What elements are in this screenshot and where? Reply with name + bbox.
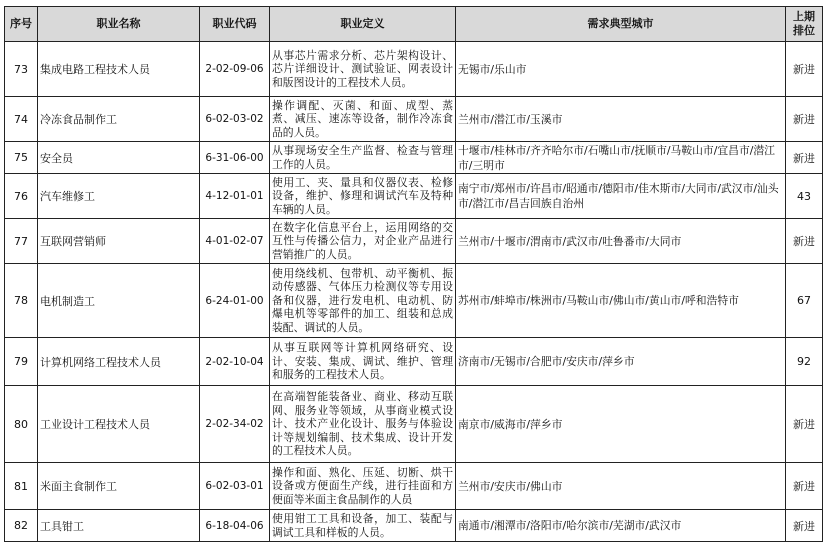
cell-no: 76 — [5, 174, 38, 219]
cell-no: 75 — [5, 142, 38, 174]
cell-name: 计算机网络工程技术人员 — [38, 338, 200, 386]
cell-prev-rank: 新进 — [786, 463, 823, 510]
cell-definition: 使用绕线机、包带机、动平衡机、振动传感器、气体压力检测仪等专用设备和仪器，进行发电机、电动机、防爆电机等零部件的加工、组装和总成装配、调试的人员。 — [270, 264, 456, 338]
cell-no: 74 — [5, 97, 38, 142]
cell-code: 2-02-09-06 — [200, 42, 270, 97]
cell-code: 6-24-01-00 — [200, 264, 270, 338]
table-row — [5, 142, 823, 174]
table-row — [5, 463, 823, 510]
table-header-row — [5, 7, 823, 42]
table-row — [5, 219, 823, 264]
cell-no: 82 — [5, 510, 38, 542]
header-cities: 需求典型城市 — [456, 7, 786, 42]
cell-cities: 苏州市/蚌埠市/株洲市/马鞍山市/佛山市/黄山市/呼和浩特市 — [456, 264, 786, 338]
cell-cities: 兰州市/潜江市/玉溪市 — [456, 97, 786, 142]
cell-prev-rank: 67 — [786, 264, 823, 338]
cell-cities: 十堰市/桂林市/齐齐哈尔市/石嘴山市/抚顺市/马鞍山市/宜昌市/潜江市/三明市 — [456, 142, 786, 174]
cell-prev-rank: 新进 — [786, 142, 823, 174]
cell-name: 冷冻食品制作工 — [38, 97, 200, 142]
cell-code: 2-02-34-02 — [200, 386, 270, 463]
cell-cities: 南京市/威海市/萍乡市 — [456, 386, 786, 463]
cell-no: 81 — [5, 463, 38, 510]
cell-code: 4-12-01-01 — [200, 174, 270, 219]
cell-no: 78 — [5, 264, 38, 338]
table-row — [5, 510, 823, 542]
cell-code: 6-31-06-00 — [200, 142, 270, 174]
cell-definition: 使用工、夹、量具和仪器仪表、检修设备，维护、修理和调试汽车及特种车辆的人员。 — [270, 174, 456, 219]
cell-code: 6-02-03-02 — [200, 97, 270, 142]
cell-prev-rank: 43 — [786, 174, 823, 219]
header-name: 职业名称 — [38, 7, 200, 42]
cell-prev-rank: 新进 — [786, 42, 823, 97]
cell-code: 4-01-02-07 — [200, 219, 270, 264]
cell-no: 80 — [5, 386, 38, 463]
cell-code: 6-18-04-06 — [200, 510, 270, 542]
cell-name: 工具钳工 — [38, 510, 200, 542]
cell-cities: 南通市/湘潭市/洛阳市/哈尔滨市/芜湖市/武汉市 — [456, 510, 786, 542]
cell-no: 79 — [5, 338, 38, 386]
cell-definition: 从事芯片需求分析、芯片架构设计、芯片详细设计、测试验证、网表设计和版图设计的工程技术人员。 — [270, 42, 456, 97]
cell-definition: 操作调配、灭菌、和面、成型、蒸煮、减压、速冻等设备，制作冷冻食品的人员。 — [270, 97, 456, 142]
table-row — [5, 264, 823, 338]
header-definition: 职业定义 — [270, 7, 456, 42]
cell-definition: 操作和面、熟化、压延、切断、烘干设备或方便面生产线，进行挂面和方便面等米面主食品制作的人员 — [270, 463, 456, 510]
cell-cities: 济南市/无锡市/合肥市/安庆市/萍乡市 — [456, 338, 786, 386]
table-row — [5, 42, 823, 97]
cell-name: 工业设计工程技术人员 — [38, 386, 200, 463]
cell-prev-rank: 新进 — [786, 510, 823, 542]
cell-definition: 在高端智能装备业、商业、移动互联网、服务业等领域，从事商业模式设计、技术产业化设计、服务与体验设计等规划编制、技术集成、设计开发的工程技术人员。 — [270, 386, 456, 463]
cell-no: 77 — [5, 219, 38, 264]
cell-definition: 从事互联网等计算机网络研究、设计、安装、集成、调试、维护、管理和服务的工程技术人员。 — [270, 338, 456, 386]
table-row — [5, 338, 823, 386]
cell-prev-rank: 新进 — [786, 219, 823, 264]
cell-prev-rank: 新进 — [786, 386, 823, 463]
cell-definition: 在数字化信息平台上，运用网络的交互性与传播公信力，对企业产品进行营销推广的人员。 — [270, 219, 456, 264]
cell-prev-rank: 92 — [786, 338, 823, 386]
table-row — [5, 97, 823, 142]
cell-no: 73 — [5, 42, 38, 97]
cell-name: 米面主食制作工 — [38, 463, 200, 510]
table-row — [5, 174, 823, 219]
cell-code: 2-02-10-04 — [200, 338, 270, 386]
header-code: 职业代码 — [200, 7, 270, 42]
cell-cities: 兰州市/十堰市/渭南市/武汉市/吐鲁番市/大同市 — [456, 219, 786, 264]
cell-name: 互联网营销师 — [38, 219, 200, 264]
cell-cities: 南宁市/郑州市/许昌市/昭通市/德阳市/佳木斯市/大同市/武汉市/汕头市/潜江市/昌吉回族自治州 — [456, 174, 786, 219]
header-prev-rank: 上期排位 — [786, 7, 823, 42]
cell-code: 6-02-03-01 — [200, 463, 270, 510]
table-row — [5, 386, 823, 463]
cell-name: 汽车维修工 — [38, 174, 200, 219]
cell-cities: 兰州市/安庆市/佛山市 — [456, 463, 786, 510]
cell-name: 电机制造工 — [38, 264, 200, 338]
header-no: 序号 — [5, 7, 38, 42]
cell-definition: 使用钳工工具和设备，加工、装配与调试工具和样板的人员。 — [270, 510, 456, 542]
job-demand-table — [4, 6, 823, 542]
cell-cities: 无锡市/乐山市 — [456, 42, 786, 97]
cell-name: 安全员 — [38, 142, 200, 174]
job-demand-table-container — [4, 6, 823, 542]
cell-name: 集成电路工程技术人员 — [38, 42, 200, 97]
cell-definition: 从事现场安全生产监督、检查与管理工作的人员。 — [270, 142, 456, 174]
cell-prev-rank: 新进 — [786, 97, 823, 142]
